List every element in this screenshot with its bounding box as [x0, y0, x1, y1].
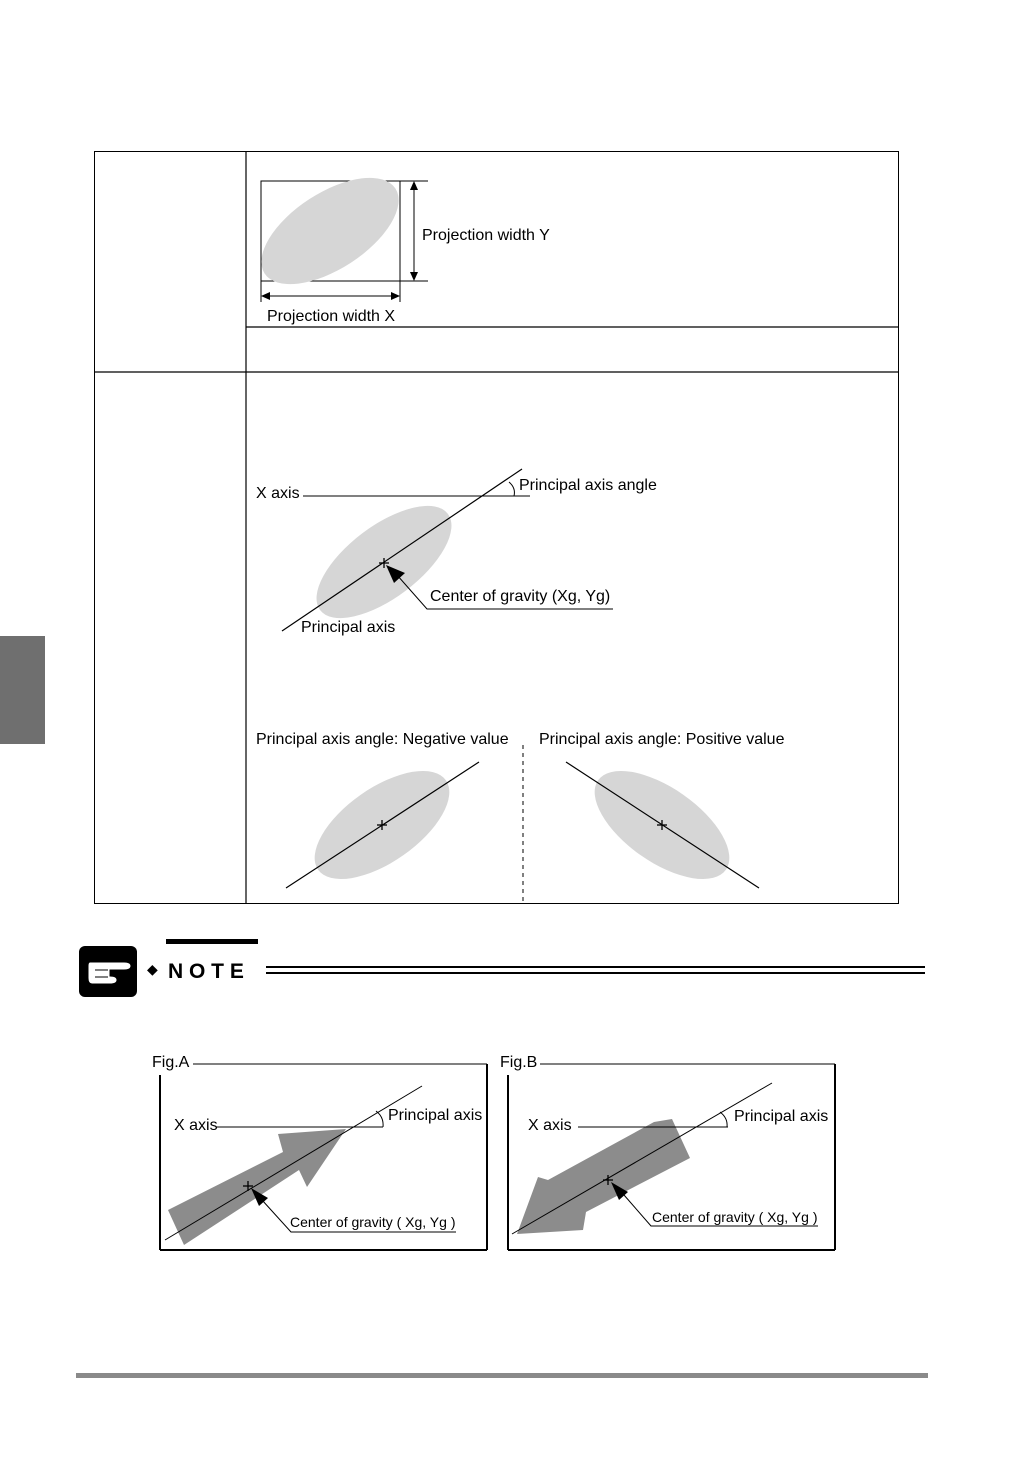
note-bullet-icon: ◆ [147, 961, 158, 977]
principal-axis-figure [282, 469, 613, 639]
arrow-head-icon [261, 292, 270, 300]
note-title: N O T E [168, 960, 244, 983]
center-of-gravity-label: Center of gravity (Xg, Yg) [430, 588, 611, 605]
projection-width-y-label: Projection width Y [422, 227, 550, 244]
x-axis-label: X axis [256, 485, 300, 502]
principal-axis-label: Principal axis [301, 619, 396, 636]
angle-arc [509, 482, 514, 496]
fig-b-title: Fig.B [500, 1054, 538, 1071]
fig-b-x-axis-label: X axis [528, 1117, 572, 1134]
fig-a-principal-axis-label: Principal axis [388, 1107, 483, 1124]
principal-axis-angle-label: Principal axis angle [519, 477, 657, 494]
fig-a-center-label: Center of gravity ( Xg, Yg ) [290, 1214, 456, 1230]
table-grid [95, 152, 898, 903]
object-ellipse [244, 157, 416, 306]
fig-b-center-label: Center of gravity ( Xg, Yg ) [652, 1209, 818, 1225]
fig-b-principal-axis-label: Principal axis [734, 1108, 829, 1125]
footer-rule [76, 1373, 928, 1378]
fig-a-title: Fig.A [152, 1054, 190, 1071]
arrow-head-icon [410, 181, 418, 190]
projection-width-x-label: Projection width X [267, 308, 396, 325]
arrow-head-icon [391, 292, 400, 300]
note-title-bar [166, 939, 258, 944]
angle-arc [720, 1112, 727, 1127]
arrow-head-icon [410, 272, 418, 281]
principal-axis-line [282, 469, 522, 631]
projection-width-figure [244, 157, 428, 306]
negative-value-label: Principal axis angle: Negative value [256, 731, 509, 748]
fig-a-x-axis-label: X axis [174, 1117, 218, 1134]
angle-sign-figure [286, 745, 759, 903]
positive-value-label: Principal axis angle: Positive value [539, 731, 785, 748]
